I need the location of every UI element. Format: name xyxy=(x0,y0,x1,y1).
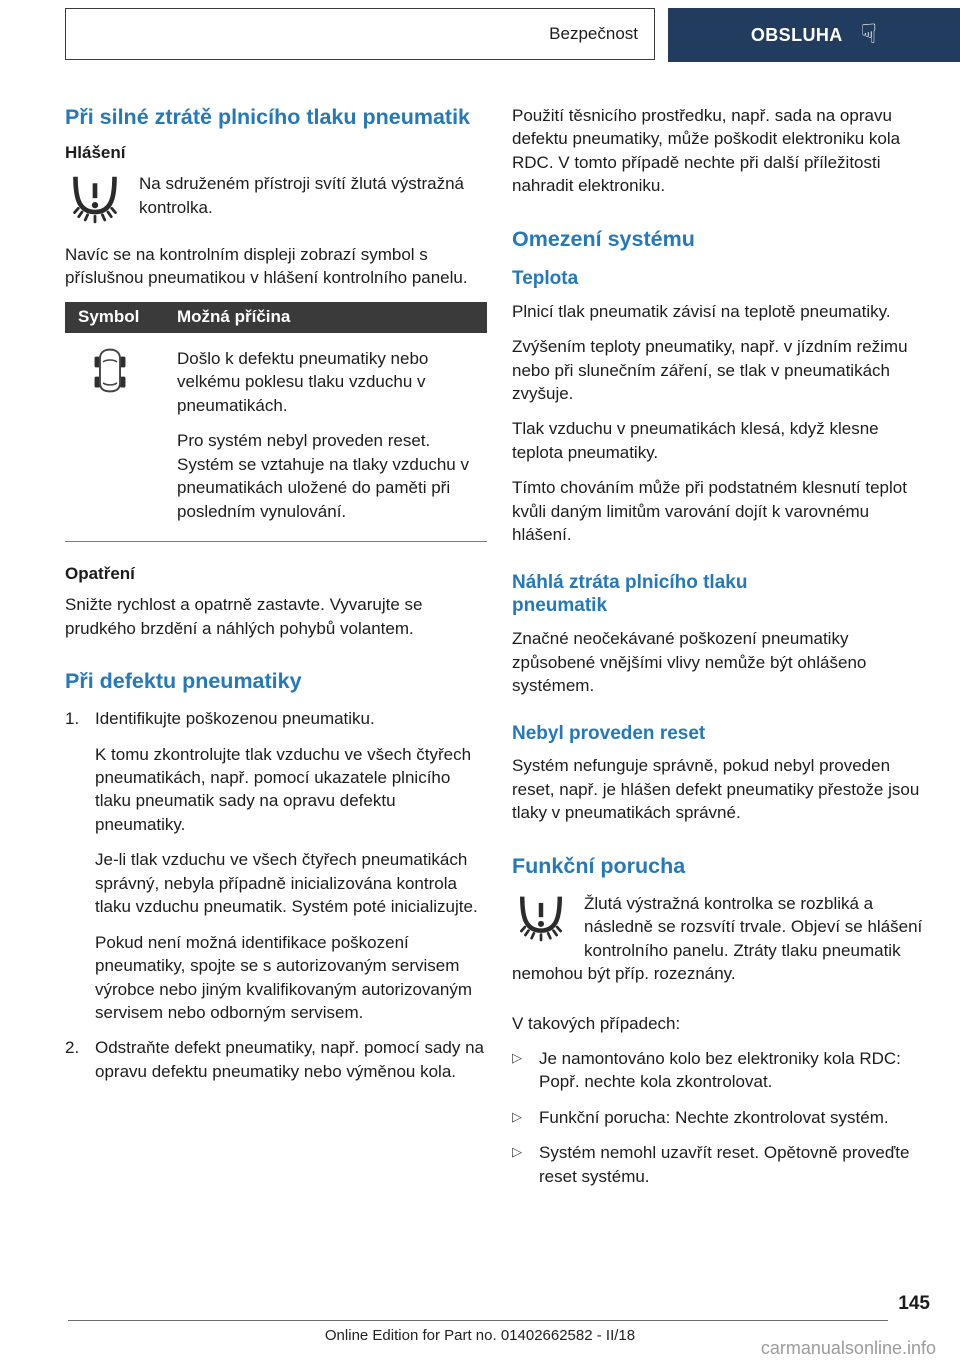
ordered-step xyxy=(65,1036,487,1083)
triangle-bullet-icon: ▷ xyxy=(512,1108,522,1124)
malfunction-indicator-block xyxy=(512,892,932,998)
heading-temperature: Teplota xyxy=(512,267,579,289)
paragraph: Zvýšením teploty pneumatiky, např. v jízdním režimu nebo při slunečním záření, se tlak v pneumatikách zvyšuje. xyxy=(512,337,908,403)
tire-pressure-warning-icon xyxy=(512,894,570,944)
header-badge xyxy=(668,8,960,62)
bullet-item xyxy=(512,1106,932,1129)
malfunction-indicator-text: Žlutá výstražná kontrolka se rozbliká a následně se rozsvítí trvale. Objeví se hlášení kontrolního panelu. Ztráty tlaku pneumatik nemohou být příp. rozeznány. xyxy=(512,893,923,984)
edition-note: Online Edition for Part no. 01402662582 - II/18 xyxy=(324,1327,636,1344)
table-header-symbol: Symbol xyxy=(78,306,140,326)
heading-pressure-loss: Při silné ztrátě plnicího tlaku pneumatik xyxy=(65,105,471,129)
paragraph: Použití těsnicího prostředku, např. sada na opravu defektu pneumatiky, může poškodit elektroniku kola RDC. V tomto případě nechte při další příležitosti nahradit elektroniku. xyxy=(512,106,901,196)
paragraph: Značné neočekávané poškození pneumatiky způsobené vnějšími vlivy nemůže být ohlášeno systémem. xyxy=(512,629,867,696)
paragraph: Pro systém nebyl proveden reset. Systém se vztahuje na tlaky vzduchu v pneumatikách uložené do paměti při posledním vynulování. xyxy=(177,431,469,521)
page-number: 145 xyxy=(898,1293,930,1314)
table-row xyxy=(65,333,487,542)
triangle-bullet-icon: ▷ xyxy=(512,1050,522,1066)
bullet-item xyxy=(512,1047,932,1094)
right-column xyxy=(512,104,932,1200)
heading-sudden-loss: Náhlá ztráta plnicího tlaku pneumatik xyxy=(512,571,748,617)
header-section-box xyxy=(65,8,655,60)
heading-no-reset: Nebyl proveden reset xyxy=(512,722,706,744)
paragraph: Snižte rychlost a opatrně zastavte. Vyvarujte se prudkého brzdění a náhlých pohybů volantem. xyxy=(65,595,423,638)
label-measure: Opatření xyxy=(65,564,135,584)
step-text: Identifikujte poškozenou pneumatiku. xyxy=(95,709,375,729)
paragraph: Došlo k defektu pneumatiky nebo velkému poklesu tlaku vzduchu v pneumatikách. xyxy=(177,348,429,415)
symbol-cause-table xyxy=(65,302,487,542)
heading-system-limits: Omezení systému xyxy=(512,226,695,251)
car-top-view-icon xyxy=(93,347,127,394)
bullet-item xyxy=(512,1141,932,1188)
watermark: carmanualsonline.info xyxy=(760,1338,936,1358)
table-header-cause: Možná příčina xyxy=(177,306,291,326)
label-message: Hlášení xyxy=(65,143,126,163)
paragraph: Plnicí tlak pneumatik závisí na teplotě pneumatiky. xyxy=(512,301,891,321)
step-number: 1. xyxy=(65,709,80,729)
paragraph: Pokud není možná identifikace poškození pneumatiky, spojte se s autorizovaným servisem výrobce nebo jiným kvalifikovaným autorizovaným servisem nebo odborným servisem. xyxy=(95,932,472,1023)
heading-tire-defect: Při defektu pneumatiky xyxy=(65,668,302,693)
paragraph: K tomu zkontrolujte tlak vzduchu ve všech čtyřech pneumatikách, např. pomocí ukazatele plnicího tlaku pneumatik sady na opravu defektu pneumatiky. xyxy=(95,744,472,834)
bullet-text: Systém nemohl uzavřít reset. Opětovně proveďte reset systému. xyxy=(539,1143,910,1186)
header-section-label: Bezpečnost xyxy=(549,24,638,43)
ordered-step xyxy=(65,707,487,730)
header-badge-label: OBSLUHA xyxy=(750,24,843,45)
table-header-row xyxy=(65,302,487,333)
bullet-text: Je namontováno kolo bez elektroniky kola RDC: Popř. nechte kola zkontrolovat. xyxy=(539,1049,901,1092)
table-cell-cause xyxy=(177,347,487,535)
step-text: Odstraňte defekt pneumatiky, např. pomocí sady na opravu defektu pneumatiky nebo výměnou kola. xyxy=(95,1038,485,1081)
paragraph: Tlak vzduchu v pneumatikách klesá, když klesne teplota pneumatiky. xyxy=(512,419,879,462)
tire-pressure-warning-icon xyxy=(65,174,125,226)
bullet-text: Funkční porucha: Nechte zkontrolovat systém. xyxy=(539,1107,889,1127)
paragraph: Systém nefunguje správně, pokud nebyl proveden reset, např. je hlášen defekt pneumatiky přestože jsou tlaky v pneumatikách správné. xyxy=(512,756,920,823)
table-cell-symbol xyxy=(65,347,177,535)
step-number: 2. xyxy=(65,1038,80,1058)
paragraph: Tímto chováním může při podstatném klesnutí teplot kvůli daným limitům varování dojít k varovnému hlášení. xyxy=(512,478,907,545)
message-indicator-text: Na sdruženém přístroji svítí žlutá výstražná kontrolka. xyxy=(139,174,465,217)
left-column xyxy=(65,104,487,1095)
paragraph: Je-li tlak vzduchu ve všech čtyřech pneumatikách správný, nebyla případně inicializována kontrola tlaku vzduchu pneumatik. Systém poté inicializujte. xyxy=(95,850,478,917)
message-indicator-block xyxy=(65,172,487,231)
paragraph: V takových případech: xyxy=(512,1013,681,1033)
hand-icon: ☟ xyxy=(860,18,878,49)
triangle-bullet-icon: ▷ xyxy=(512,1144,522,1160)
footer-divider xyxy=(68,1320,888,1321)
paragraph: Navíc se na kontrolním displeji zobrazí symbol s příslušnou pneumatikou v hlášení kontrolního panelu. xyxy=(65,244,468,288)
heading-malfunction: Funkční porucha xyxy=(512,853,686,878)
